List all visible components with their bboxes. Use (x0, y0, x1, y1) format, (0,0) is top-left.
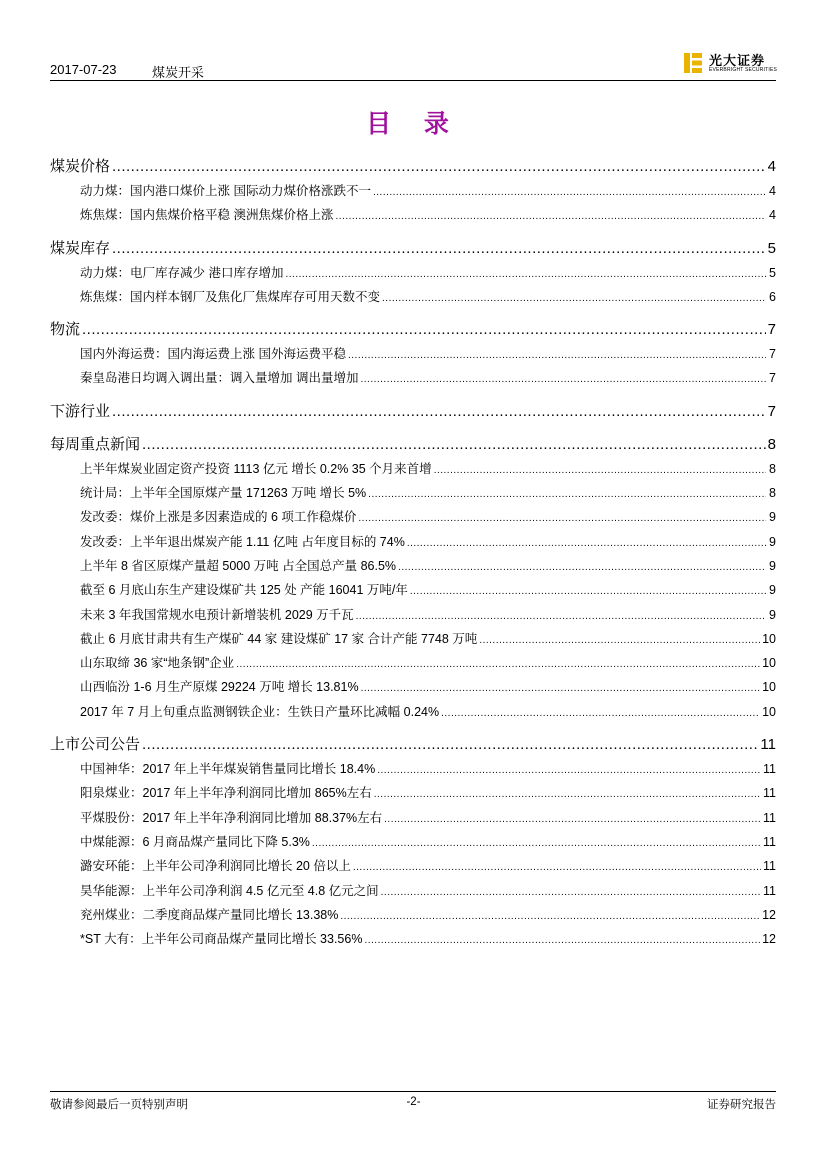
toc-entry-label: 山西临汾 1-6 月生产原煤 29224 万吨 增长 13.81% (80, 680, 359, 695)
toc-dot-leader (384, 806, 761, 830)
toc-subsection-entry[interactable] (50, 179, 776, 203)
toc-dot-leader (82, 318, 766, 342)
toc-entry-page: 9 (769, 558, 776, 573)
toc-subsection-entry[interactable] (50, 830, 776, 854)
toc-dot-leader (358, 505, 766, 529)
toc-entry-page: 8 (767, 435, 776, 453)
toc-entry-label: *ST 大有：上半年公司商品煤产量同比增长 33.56% (80, 932, 363, 947)
toc-subsection-entry[interactable] (50, 675, 776, 699)
toc-entry-label: 动力煤：国内港口煤价上涨 国际动力煤价格涨跌不一 (80, 184, 371, 198)
toc-entry-label: 山东取缔 36 家“地条钢”企业 (80, 656, 235, 671)
toc-subsection-entry[interactable] (50, 854, 776, 878)
toc-entry-label: 2017 年 7 月上旬重点监测钢铁企业：生铁日产量环比减幅 0.24% (80, 704, 440, 719)
toc-subsection-entry[interactable] (50, 530, 776, 554)
toc-subsection-entry[interactable] (50, 700, 776, 724)
brand-logo (683, 50, 783, 78)
toc-dot-leader (142, 733, 758, 757)
toc-dot-leader (112, 155, 766, 179)
toc-entry-page: 6 (769, 289, 776, 304)
toc-subsection-entry[interactable] (50, 578, 776, 602)
toc-section-entry[interactable] (50, 433, 776, 457)
toc-dot-leader (312, 830, 761, 854)
footer-report-type: 证券研究报告 (707, 1099, 776, 1111)
toc-dot-leader (340, 903, 760, 927)
toc-entry-page: 9 (769, 534, 776, 549)
toc-entry-page: 4 (767, 158, 776, 175)
toc-dot-leader (236, 651, 760, 675)
toc-entry-page: 9 (769, 607, 776, 622)
toc-entry-label: 动力煤：电厂库存减少 港口库存增加 (80, 265, 284, 280)
toc-dot-leader (361, 675, 761, 699)
report-sector: 煤炭开采 (152, 65, 205, 80)
toc-dot-leader (377, 757, 761, 781)
toc-subsection-entry[interactable] (50, 627, 776, 651)
toc-entry-label: 潞安环能：上半年公司净利润同比增长 20 倍以上 (80, 859, 351, 874)
toc-dot-leader (348, 342, 766, 366)
toc-entry-label: 兖州煤业：二季度商品煤产量同比增长 13.38% (80, 907, 339, 922)
toc-dot-leader (285, 261, 766, 285)
toc-dot-leader (382, 285, 766, 309)
toc-dot-leader (356, 603, 766, 627)
toc-entry-label: 中煤能源：6 月商品煤产量同比下降 5.3% (80, 834, 310, 849)
toc-dot-leader (381, 879, 761, 903)
toc-section-entry[interactable] (50, 318, 776, 342)
toc-entry-page: 11 (763, 859, 776, 874)
toc-subsection-entry[interactable] (50, 903, 776, 927)
toc-entry-label: 未来 3 年我国常规水电预计新增装机 2029 万千瓦 (80, 607, 354, 622)
toc-dot-leader (441, 700, 760, 724)
toc-entry-label: 平煤股份：2017 年上半年净利润同比增加 88.37%左右 (80, 810, 383, 825)
header-divider (50, 80, 776, 81)
toc-entry-page: 11 (763, 834, 776, 849)
toc-dot-leader (398, 554, 766, 578)
page-header (50, 62, 776, 80)
toc-entry-page: 5 (767, 239, 776, 257)
toc-entry-label: 中国神华：2017 年上半年煤炭销售量同比增长 18.4% (80, 762, 376, 777)
toc-entry-label: 截止 6 月底甘肃共有生产煤矿 44 家 建设煤矿 17 家 合计产能 7748 万吨 (80, 631, 478, 646)
toc-dot-leader (353, 854, 761, 878)
toc-dot-leader (142, 433, 766, 457)
toc-subsection-entry[interactable] (50, 879, 776, 903)
toc-subsection-entry[interactable] (50, 554, 776, 578)
toc-subsection-entry[interactable] (50, 603, 776, 627)
table-of-contents (50, 152, 776, 951)
toc-entry-page: 10 (762, 680, 776, 695)
toc-dot-leader (335, 203, 766, 227)
toc-entry-page: 10 (762, 631, 776, 646)
page-number: -2- (406, 1096, 421, 1108)
toc-entry-page: 4 (769, 184, 776, 198)
toc-dot-leader (374, 781, 761, 805)
toc-entry-page: 11 (760, 736, 776, 754)
toc-dot-leader (368, 481, 766, 505)
toc-entry-label: 上半年煤炭业固定资产投资 1113 亿元 增长 0.2% 35 个月来首增 (80, 461, 432, 476)
toc-entry-label: 国内外海运费：国内海运费上涨 国外海运费平稳 (80, 347, 346, 362)
toc-dot-leader (373, 179, 766, 203)
toc-section-entry[interactable] (50, 155, 776, 179)
toc-dot-leader (112, 237, 766, 261)
toc-entry-page: 4 (769, 208, 776, 223)
toc-entry-page: 7 (769, 347, 776, 362)
toc-subsection-entry[interactable] (50, 203, 776, 227)
toc-entry-page: 10 (762, 656, 776, 671)
footer-divider (50, 1091, 776, 1092)
toc-dot-leader (410, 578, 766, 602)
toc-subsection-entry[interactable] (50, 481, 776, 505)
toc-dot-leader (364, 927, 760, 951)
toc-entry-page: 12 (762, 907, 776, 922)
toc-entry-page: 11 (763, 883, 776, 898)
toc-entry-label: 统计局：上半年全国原煤产量 171263 万吨 增长 5% (80, 486, 367, 501)
toc-entry-label: 物流 (50, 321, 81, 339)
toc-entry-label: 昊华能源：上半年公司净利润 4.5 亿元至 4.8 亿元之间 (80, 883, 379, 898)
toc-subsection-entry[interactable] (50, 806, 776, 830)
toc-entry-label: 秦皇岛港日均调入调出量：调入量增加 调出量增加 (80, 371, 359, 386)
toc-entry-label: 发改委：上半年退出煤炭产能 1.11 亿吨 占年度目标的 74% (80, 534, 405, 549)
toc-entry-label: 阳泉煤业：2017 年上半年净利润同比增加 865%左右 (80, 786, 372, 801)
toc-section-entry[interactable] (50, 237, 776, 261)
toc-entry-page: 5 (769, 265, 776, 280)
toc-entry-page: 11 (763, 786, 776, 801)
toc-entry-label: 截至 6 月底山东生产建设煤矿共 125 处 产能 16041 万吨/年 (80, 583, 408, 598)
footer-disclaimer: 敬请参阅最后一页特别声明 (50, 1099, 188, 1111)
toc-title: 目 录 (366, 109, 461, 138)
toc-entry-page: 7 (767, 402, 776, 420)
toc-section-entry[interactable] (50, 733, 776, 757)
toc-entry-page: 11 (763, 762, 776, 777)
report-date: 2017-07-23 (50, 62, 117, 77)
toc-dot-leader (360, 366, 766, 390)
toc-subsection-entry[interactable] (50, 781, 776, 805)
toc-entry-page: 12 (762, 932, 776, 947)
toc-entry-label: 煤炭库存 (50, 239, 111, 257)
toc-entry-label: 煤炭价格 (50, 158, 111, 175)
toc-subsection-entry[interactable] (50, 366, 776, 390)
toc-dot-leader (407, 530, 766, 554)
toc-entry-label: 炼焦煤：国内样本钢厂及焦化厂焦煤库存可用天数不变 (80, 289, 381, 304)
toc-entry-label: 上市公司公告 (50, 736, 141, 754)
toc-subsection-entry[interactable] (50, 342, 776, 366)
toc-entry-label: 每周重点新闻 (50, 435, 141, 453)
toc-subsection-entry[interactable] (50, 651, 776, 675)
toc-section-entry[interactable] (50, 400, 776, 424)
toc-dot-leader (479, 627, 760, 651)
toc-entry-page: 8 (769, 461, 776, 476)
everbright-logo-icon (683, 52, 703, 74)
toc-subsection-entry[interactable] (50, 505, 776, 529)
brand-name-en: EVERBRIGHT SECURITIES (709, 67, 778, 73)
toc-entry-label: 上半年 8 省区原煤产量超 5000 万吨 占全国总产量 86.5% (80, 558, 397, 573)
toc-entry-page: 10 (762, 704, 776, 719)
toc-dot-leader (112, 400, 766, 424)
toc-entry-label: 发改委：煤价上涨是多因素造成的 6 项工作稳煤价 (80, 510, 357, 525)
toc-entry-page: 7 (767, 321, 776, 339)
toc-entry-page: 9 (769, 583, 776, 598)
toc-entry-page: 9 (769, 510, 776, 525)
toc-subsection-entry[interactable] (50, 285, 776, 309)
toc-subsection-entry[interactable] (50, 261, 776, 285)
toc-entry-page: 7 (769, 371, 776, 386)
toc-subsection-entry[interactable] (50, 757, 776, 781)
toc-subsection-entry[interactable] (50, 457, 776, 481)
toc-subsection-entry[interactable] (50, 927, 776, 951)
toc-entry-label: 下游行业 (50, 402, 111, 420)
brand-name-cn: 光大证券 (709, 54, 766, 69)
toc-entry-label: 炼焦煤：国内焦煤价格平稳 澳洲焦煤价格上涨 (80, 208, 334, 223)
toc-entry-page: 11 (763, 810, 776, 825)
toc-entry-page: 8 (769, 486, 776, 501)
toc-dot-leader (434, 457, 766, 481)
